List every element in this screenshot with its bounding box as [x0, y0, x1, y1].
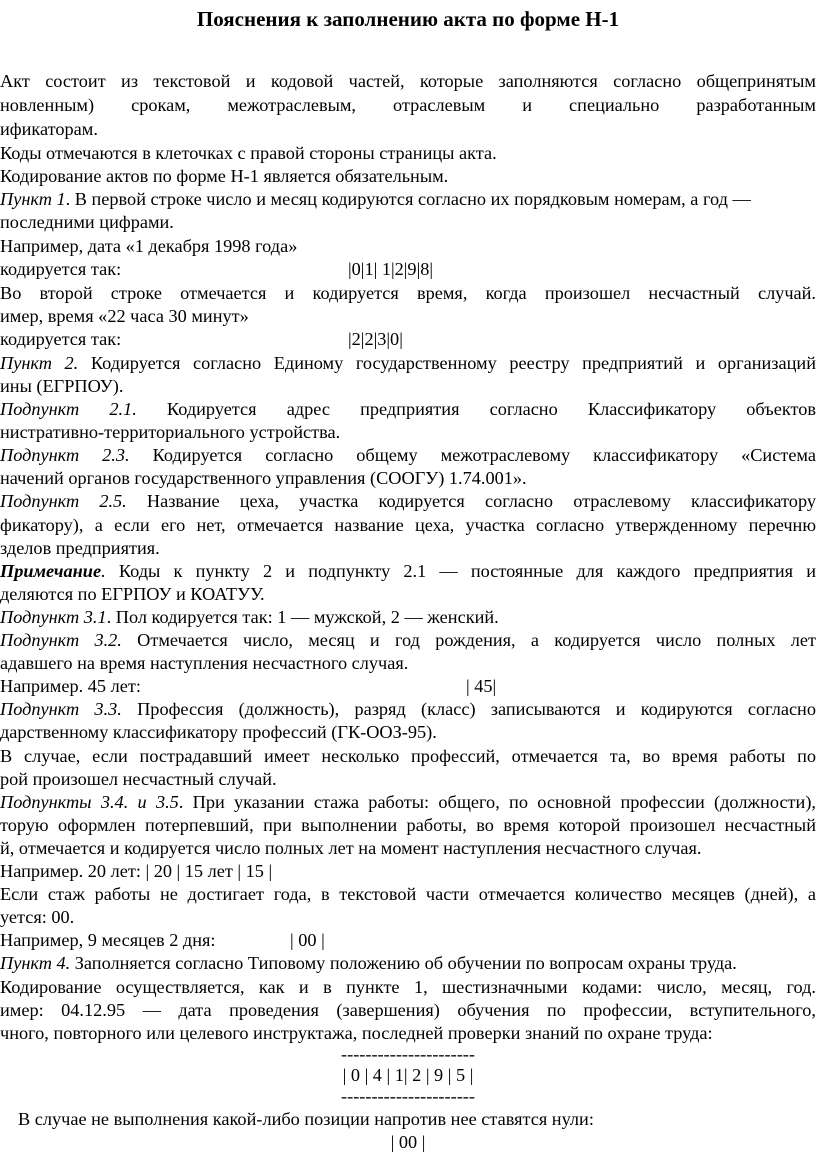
line-text: ины (ЕГРПОУ).: [0, 376, 124, 396]
text-line: [0, 721, 816, 744]
line-text: Кодирование актов по форме Н-1 является обязательным.: [0, 166, 449, 186]
text-line: [0, 629, 816, 652]
line-text: Кодируется согласно общему межотраслевому классификатору «Система: [129, 445, 816, 465]
text-line: [0, 560, 816, 583]
text-line: [0, 906, 816, 929]
text-line: [0, 235, 816, 258]
emphasis-text: Примечание: [0, 561, 102, 581]
text-line: [0, 606, 816, 629]
text-line: [0, 188, 816, 211]
text-line: [0, 976, 816, 999]
text-line: [0, 490, 816, 513]
emphasis-text: .: [101, 561, 106, 581]
emphasis-text: Подпункт 3.3.: [0, 699, 122, 719]
text-line: [0, 118, 816, 141]
line-text: зделов предприятия.: [0, 538, 160, 558]
text-line: [0, 328, 816, 351]
line-text: адавшего на время наступления несчастного случая.: [0, 653, 409, 673]
line-text: уется: 00.: [0, 907, 75, 927]
text-line: [0, 467, 816, 490]
line-text: торую оформлен потерпевший, при выполнении работы, во время которой произошел несчастный: [0, 815, 816, 835]
text-line: [0, 768, 816, 791]
line-text: Заполняется согласно Типовому положению об обучении по вопросам охраны труда.: [70, 953, 737, 973]
text-line: [0, 352, 816, 375]
line-text: Если стаж работы не достигает года, в текстовой части отмечается количество месяцев (дней), а: [0, 884, 816, 904]
emphasis-text: Подпункт 2.5.: [0, 491, 127, 511]
text-line: [0, 1131, 816, 1154]
line-text: В случае, если пострадавший имеет несколько профессий, отмечается та, во время работы по: [0, 746, 816, 766]
emphasis-text: Пункт 4.: [0, 953, 71, 973]
line-text: . Пол кодируется так: 1 — мужской, 2 — женский.: [106, 607, 499, 627]
text-line: [0, 514, 816, 537]
line-text: | 0 | 4 | 1| 2 | 9 | 5 |: [342, 1065, 474, 1085]
code-value: | 00 |: [290, 930, 325, 950]
line-text: | 00 |: [390, 1132, 426, 1152]
line-text: Например, 9 месяцев 2 дня:: [0, 930, 216, 950]
text-line: [0, 952, 816, 975]
text-line: [0, 444, 816, 467]
emphasis-text: Подпункт 3.2.: [0, 630, 122, 650]
line-text: Например. 20 лет: | 20 | 15 лет | 15 |: [0, 861, 273, 881]
line-text: Название цеха, участка кодируется согласно отраслевому классификатору: [126, 491, 816, 511]
text-line: [0, 1043, 816, 1066]
text-line: [0, 258, 816, 281]
line-text: Коды к пункту 2 и подпункту 2.1 — постоянные для каждого предприятия и: [105, 561, 816, 581]
text-line: [0, 70, 816, 93]
line-text: . При указании стажа работы: общего, по основной профессии (должности),: [178, 792, 816, 812]
line-text: Отмечается число, месяц и год рождения, а кодируется число полных лет: [121, 630, 816, 650]
text-line: [0, 929, 816, 952]
emphasis-text: Подпункт 3.1: [0, 607, 107, 627]
line-text: дарственному классификатору профессий (ГК-ООЗ-95).: [0, 722, 437, 742]
text-line: [0, 999, 816, 1022]
line-text: фикатору), а если его нет, отмечается название цеха, участка согласно утвержденному перечню: [0, 515, 816, 535]
text-line: [0, 837, 816, 860]
line-text: кодируется так:: [0, 259, 122, 279]
line-text: ификаторам.: [0, 119, 98, 139]
text-line: [0, 745, 816, 768]
text-line: [0, 1022, 816, 1045]
text-line: [0, 1064, 816, 1087]
text-line: [0, 1108, 816, 1131]
line-text: Во второй строке отмечается и кодируется время, когда произошел несчастный случай.: [0, 283, 816, 303]
line-text: ----------------------: [341, 1044, 475, 1064]
text-line: [0, 814, 816, 837]
line-text: последними цифрами.: [0, 212, 174, 232]
text-line: [0, 583, 816, 606]
text-line: [0, 375, 816, 398]
emphasis-text: Подпункт 2.1.: [0, 399, 137, 419]
text-line: [0, 1085, 816, 1108]
text-line: [0, 860, 816, 883]
text-line: [0, 398, 816, 421]
code-value: |2|2|3|0|: [348, 329, 403, 349]
emphasis-text: Подпункт 2.3.: [0, 445, 130, 465]
emphasis-text: Пункт 1: [0, 189, 66, 209]
code-value: |0|1| 1|2|9|8|: [348, 259, 434, 279]
text-line: [0, 883, 816, 906]
line-text: . В первой строке число и месяц кодируются согласно их порядковым номерам, а год —: [65, 189, 751, 209]
line-text: Профессия (должность), разряд (класс) записываются и кодируются согласно: [121, 699, 816, 719]
line-text: Например, дата «1 декабря 1998 года»: [0, 236, 298, 256]
line-text: Коды отмечаются в клеточках с правой стороны страницы акта.: [0, 143, 497, 163]
text-line: [0, 211, 816, 234]
emphasis-text: Пункт 2.: [0, 353, 79, 373]
emphasis-text: Подпункты 3.4. и 3.5: [0, 792, 179, 812]
line-text: начений органов государственного управления (СООГУ) 1.74.001».: [0, 468, 527, 488]
text-line: [0, 791, 816, 814]
text-line: [0, 652, 816, 675]
line-text: имер: 04.12.95 — дата проведения (завершения) обучения по профессии, вступительного,: [0, 1000, 816, 1020]
line-text: новленным) срокам, межотраслевым, отраслевым и специально разработанным: [0, 95, 816, 115]
line-text: кодируется так:: [0, 329, 122, 349]
line-text: Кодируется согласно Единому государственному реестру предприятий и организаций: [78, 353, 816, 373]
text-line: [0, 94, 816, 117]
text-line: [0, 142, 816, 165]
line-text: имер, время «22 часа 30 минут»: [0, 306, 249, 326]
line-text: деляются по ЕГРПОУ и КОАТУУ.: [0, 584, 265, 604]
document-title: Пояснения к заполнению акта по форме Н-1: [196, 7, 620, 31]
line-text: В случае не выполнения какой-либо позиции напротив нее ставятся нули:: [18, 1109, 594, 1129]
text-line: [0, 305, 816, 328]
line-text: рой произошел несчастный случай.: [0, 769, 277, 789]
line-text: Кодирование осуществляется, как и в пункте 1, шестизначными кодами: число, месяц, год.: [0, 977, 816, 997]
text-line: [0, 675, 816, 698]
text-line: [0, 698, 816, 721]
line-text: нистративно-территориального устройства.: [0, 422, 341, 442]
line-text: Например. 45 лет:: [0, 676, 141, 696]
line-text: чного, повторного или целевого инструктажа, последней проверки знаний по охране труда:: [0, 1023, 713, 1043]
line-text: Акт состоит из текстовой и кодовой частей, которые заполняются согласно общепринятым: [0, 71, 816, 91]
text-line: [0, 282, 816, 305]
text-line: [0, 165, 816, 188]
code-value: | 45|: [466, 676, 497, 696]
line-text: й, отмечается и кодируется число полных лет на момент наступления несчастного случая.: [0, 838, 702, 858]
text-line: [0, 421, 816, 444]
text-line: [0, 537, 816, 560]
line-text: ----------------------: [341, 1086, 475, 1106]
line-text: Кодируется адрес предприятия согласно Классификатору объектов: [136, 399, 816, 419]
